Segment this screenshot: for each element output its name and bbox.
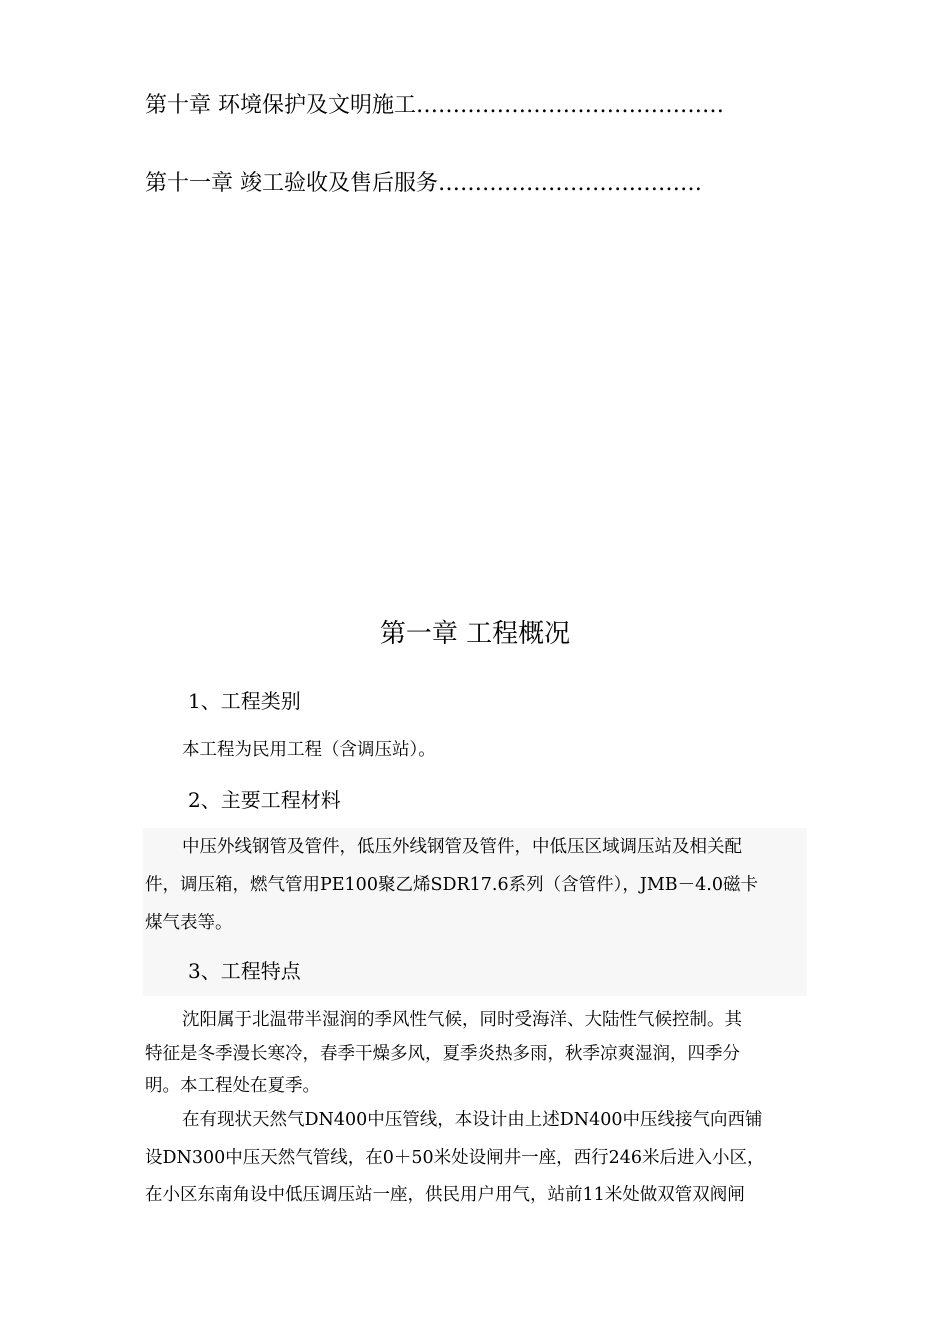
- paragraph-line: 特征是冬季漫长寒冷，春季干燥多风，夏季炎热多雨，秋季凉爽湿润，四季分: [145, 1044, 740, 1064]
- paragraph-line: 本工程为民用工程（含调压站）。: [182, 740, 436, 760]
- paragraph-line: 煤气表等。: [145, 913, 233, 933]
- paragraph-line: 件，调压箱，燃气管用PE100聚乙烯SDR17.6系列（含管件），JMB－4.0磁卡: [145, 875, 758, 895]
- toc-entry-chapter-11[interactable]: 第十一章 竣工验收及售后服务………………………………: [145, 171, 702, 196]
- paragraph-line: 沈阳属于北温带半湿润的季风性气候，同时受海洋、大陆性气候控制。其: [182, 1010, 742, 1030]
- section-heading-project-features: 3、工程特点: [188, 959, 301, 983]
- section-heading-project-category: 1、工程类别: [188, 689, 301, 713]
- paragraph-line: 在有现状天然气DN400中压管线，本设计由上述DN400中压线接气向西铺: [182, 1110, 763, 1130]
- paragraph-line: 中压外线钢管及管件，低压外线钢管及管件，中低压区域调压站及相关配: [182, 837, 742, 857]
- paragraph-line: 明。本工程处在夏季。: [145, 1076, 320, 1096]
- section-heading-main-materials: 2、主要工程材料: [188, 788, 341, 812]
- paragraph-line: 在小区东南角设中低压调压站一座，供民用户用气，站前11米处做双管双阀闸: [145, 1185, 745, 1205]
- toc-entry-chapter-10[interactable]: 第十章 环境保护及文明施工……………………………………: [145, 93, 724, 118]
- chapter-title: 第一章 工程概况: [379, 619, 571, 649]
- paragraph-line: 设DN300中压天然气管线，在0＋50米处设闸井一座，西行246米后进入小区，: [145, 1148, 765, 1168]
